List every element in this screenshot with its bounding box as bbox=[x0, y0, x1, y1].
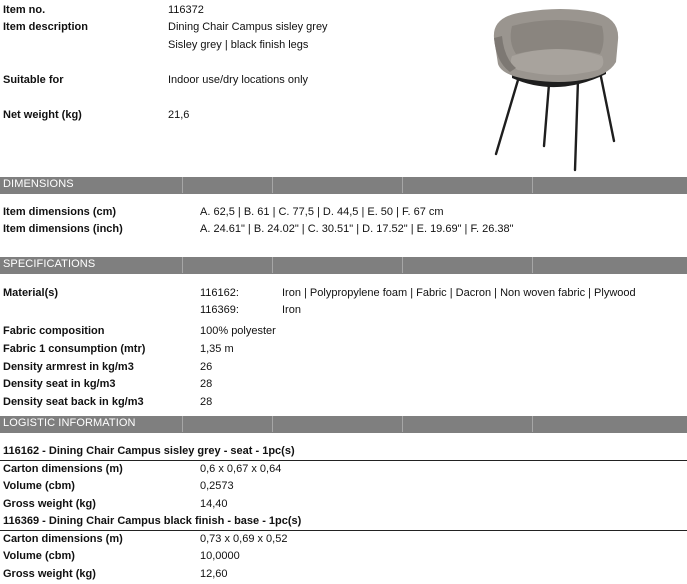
volume-value: 10,0000 bbox=[200, 550, 240, 562]
dimensions-section-header bbox=[0, 177, 687, 193]
item-dimensions-cm-label: Item dimensions (cm) bbox=[3, 206, 117, 218]
specifications-section-title: SPECIFICATIONS bbox=[3, 258, 96, 270]
gross-weight-label: Gross weight (kg) bbox=[3, 498, 96, 510]
carton-dimensions-value: 0,6 x 0,67 x 0,64 bbox=[200, 463, 282, 475]
item-description-label: Item description bbox=[3, 21, 88, 33]
material-value: Iron bbox=[282, 304, 301, 316]
logistic-section-header bbox=[0, 416, 687, 432]
item-description-line-1: Dining Chair Campus sisley grey bbox=[168, 21, 328, 33]
logistic-section-title: LOGISTIC INFORMATION bbox=[3, 417, 136, 429]
header-divider bbox=[402, 416, 403, 432]
header-divider bbox=[402, 257, 403, 273]
gross-weight-label: Gross weight (kg) bbox=[3, 568, 96, 580]
net-weight-value: 21,6 bbox=[168, 109, 190, 121]
specifications-section-header bbox=[0, 257, 687, 273]
density-armrest-value: 26 bbox=[200, 361, 213, 373]
carton-dimensions-label: Carton dimensions (m) bbox=[3, 463, 123, 475]
gross-weight-value: 14,40 bbox=[200, 498, 228, 510]
material-value: Iron | Polypropylene foam | Fabric | Dacron | Non woven fabric | Plywood bbox=[282, 287, 636, 299]
item-no-label: Item no. bbox=[3, 4, 46, 16]
header-divider bbox=[532, 416, 533, 432]
volume-value: 0,2573 bbox=[200, 480, 234, 492]
header-divider bbox=[532, 177, 533, 193]
package-title: 116369 - Dining Chair Campus black finish - base - 1pc(s) bbox=[3, 515, 302, 527]
net-weight-label: Net weight (kg) bbox=[3, 109, 82, 121]
material-code: 116369: bbox=[200, 304, 239, 316]
divider-line bbox=[0, 432, 687, 433]
density-seat-back-value: 28 bbox=[200, 396, 213, 408]
header-divider bbox=[272, 257, 273, 273]
item-dimensions-inch-value: A. 24.61" | B. 24.02" | C. 30.51" | D. 17.52" | E. 19.69" | F. 26.38" bbox=[200, 223, 514, 235]
density-seat-back-label: Density seat back in kg/m3 bbox=[3, 396, 144, 408]
suitable-for-label: Suitable for bbox=[3, 74, 64, 86]
volume-label: Volume (cbm) bbox=[3, 550, 75, 562]
materials-label: Material(s) bbox=[3, 287, 59, 299]
fabric-consumption-value: 1,35 m bbox=[200, 343, 234, 355]
item-description-line-2: Sisley grey | black finish legs bbox=[168, 39, 309, 51]
suitable-for-value: Indoor use/dry locations only bbox=[168, 74, 309, 86]
density-armrest-label: Density armrest in kg/m3 bbox=[3, 361, 134, 373]
item-no-value: 116372 bbox=[168, 4, 204, 16]
fabric-composition-label: Fabric composition bbox=[3, 325, 105, 337]
header-divider bbox=[182, 257, 183, 273]
fabric-consumption-label: Fabric 1 consumption (mtr) bbox=[3, 343, 146, 355]
header-divider bbox=[182, 177, 183, 193]
divider-line bbox=[0, 193, 687, 194]
fabric-composition-value: 100% polyester bbox=[200, 325, 276, 337]
package-title: 116162 - Dining Chair Campus sisley grey - seat - 1pc(s) bbox=[3, 445, 295, 457]
density-seat-label: Density seat in kg/m3 bbox=[3, 378, 116, 390]
carton-dimensions-label: Carton dimensions (m) bbox=[3, 533, 123, 545]
package-divider bbox=[0, 530, 687, 531]
package-divider bbox=[0, 460, 687, 461]
density-seat-value: 28 bbox=[200, 378, 213, 390]
header-divider bbox=[182, 416, 183, 432]
header-divider bbox=[532, 257, 533, 273]
dimensions-section-title: DIMENSIONS bbox=[3, 178, 74, 190]
item-dimensions-inch-label: Item dimensions (inch) bbox=[3, 223, 123, 235]
header-divider bbox=[272, 416, 273, 432]
item-dimensions-cm-value: A. 62,5 | B. 61 | C. 77,5 | D. 44,5 | E. 50 | F. 67 cm bbox=[200, 206, 444, 218]
dining-chair-illustration-icon bbox=[482, 6, 632, 174]
divider-line bbox=[0, 273, 687, 274]
volume-label: Volume (cbm) bbox=[3, 480, 75, 492]
header-divider bbox=[272, 177, 273, 193]
gross-weight-value: 12,60 bbox=[200, 568, 228, 580]
material-code: 116162: bbox=[200, 287, 239, 299]
carton-dimensions-value: 0,73 x 0,69 x 0,52 bbox=[200, 533, 288, 545]
header-divider bbox=[402, 177, 403, 193]
